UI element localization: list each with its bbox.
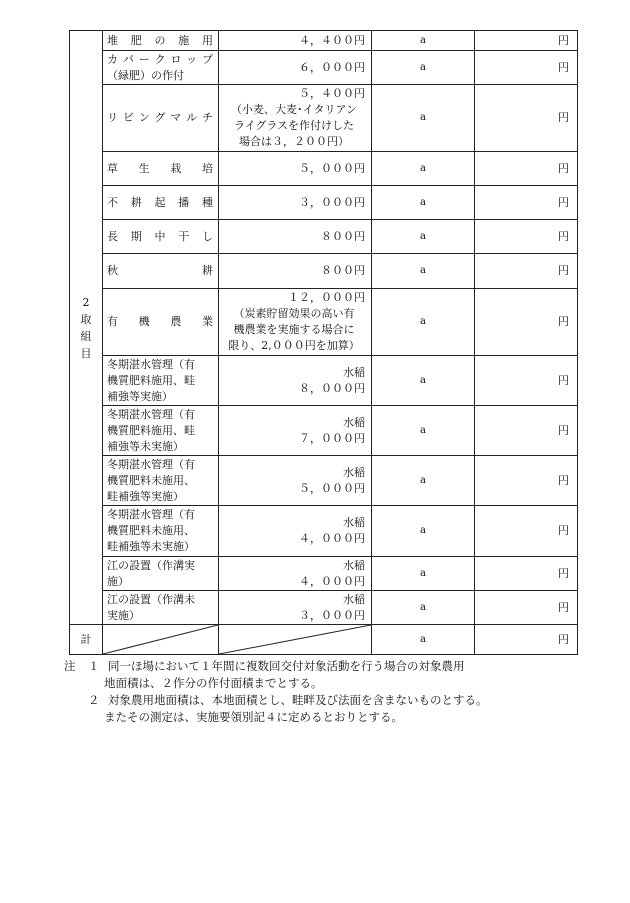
activity-name: [103, 51, 219, 85]
note-text: 同一ほ場において１年間に複数回交付対象活動を行う場合の対象農用: [108, 659, 465, 673]
unit-rate: [219, 51, 372, 85]
activity-name: [103, 506, 219, 557]
activity-name-line: 補強等実施）: [107, 389, 173, 403]
rate-line: 水稲: [343, 592, 365, 606]
unit-rate: [219, 456, 372, 506]
unit-rate: [219, 356, 372, 406]
area-cell: a: [372, 85, 475, 152]
area-cell: a: [372, 289, 475, 356]
area-cell: a: [372, 406, 475, 456]
notes-section: [64, 658, 584, 726]
table-row: [70, 186, 578, 220]
activity-name: [103, 85, 219, 152]
amount-cell: 円: [475, 356, 578, 406]
area-cell: a: [372, 220, 475, 254]
amount-cell: 円: [475, 51, 578, 85]
area-cell: a: [372, 557, 475, 591]
rate-line: 限り、2,０００円を加算）: [228, 339, 360, 352]
rate-line: 場合は３，２００円）: [239, 135, 349, 148]
activity-name: [103, 591, 219, 625]
activity-name-line: 長 期 中 干 し: [107, 229, 214, 243]
note-1: [64, 658, 584, 675]
unit-rate: [219, 289, 372, 356]
activity-name-line: 機質肥料未施用、: [107, 473, 195, 487]
rate-line: ５，０００円: [299, 481, 365, 495]
rate-line: 水稲: [343, 415, 365, 429]
amount-cell: 円: [475, 591, 578, 625]
total-amount: 円: [475, 625, 578, 655]
activity-name: [103, 356, 219, 406]
activity-name-line: 堆 肥 の 施 用: [107, 33, 214, 47]
rate-line: ８，０００円: [299, 381, 365, 395]
rate-line: （炭素貯留効果の高い有: [233, 307, 355, 320]
amount-cell: 円: [475, 557, 578, 591]
unit-rate: [219, 506, 372, 557]
table-row: [70, 456, 578, 506]
area-cell: a: [372, 456, 475, 506]
amount-cell: 円: [475, 406, 578, 456]
rate-line: 機農業を実施する場合に: [233, 323, 355, 336]
activity-name-line: 不 耕 起 播 種: [107, 195, 214, 209]
activity-name-line: カバークロップ: [107, 52, 214, 66]
note-number: １: [88, 659, 100, 673]
total-rate-blank: [219, 625, 372, 655]
subsidy-rate-table: [69, 30, 578, 655]
rate-line: ８００円: [321, 264, 365, 277]
category-number: 2: [82, 295, 90, 309]
rate-line: ３，０００円: [299, 195, 365, 209]
total-name-blank: [103, 625, 219, 655]
total-area: a: [372, 625, 475, 655]
note-text: またその測定は、実施要領別記４に定めるとおりとする。: [104, 710, 403, 724]
rate-line: ５，４００円: [299, 87, 365, 100]
activity-name: [103, 220, 219, 254]
table-row: [70, 220, 578, 254]
note-lead: 注: [64, 659, 76, 673]
activity-name-line: 冬期湛水管理（有: [107, 508, 195, 521]
activity-name: [103, 254, 219, 289]
table-row: [70, 289, 578, 356]
activity-name-line: 有 機 農 業: [107, 315, 214, 328]
rate-line: （小麦、大麦･イタリアン: [230, 103, 358, 116]
unit-rate: [219, 31, 372, 51]
rate-line: ライグラスを作付けした: [233, 119, 355, 132]
note-text: 地面積は、２作分の作付面積までとする。: [104, 676, 323, 690]
activity-name-line: 畦補強等実施）: [107, 489, 184, 503]
activity-name-line: リビングマルチ: [107, 111, 214, 124]
activity-name-line: （緑肥）の作付: [107, 68, 184, 82]
table-row: [70, 31, 578, 51]
activity-name-line: 機質肥料施用、畦: [107, 423, 195, 437]
table-row: [70, 557, 578, 591]
rate-line: 水稲: [343, 365, 365, 379]
area-cell: a: [372, 506, 475, 557]
unit-rate: [219, 254, 372, 289]
category-char: 取: [80, 312, 92, 326]
area-cell: a: [372, 51, 475, 85]
activity-name-line: 秋 耕: [107, 264, 214, 277]
rate-line: 水稲: [343, 516, 365, 529]
rate-line: １２，０００円: [288, 291, 365, 304]
rate-line: 水稲: [343, 465, 365, 479]
activity-name: [103, 557, 219, 591]
total-row: [70, 625, 578, 655]
activity-name-line: 機質肥料施用、畦: [107, 373, 195, 387]
activity-name: [103, 456, 219, 506]
activity-name-line: 施）: [107, 574, 129, 588]
rate-line: ３，０００円: [299, 608, 365, 622]
activity-name-line: 畦補強等未実施）: [107, 540, 195, 553]
amount-cell: 円: [475, 186, 578, 220]
activity-name-line: 冬期湛水管理（有: [107, 407, 195, 421]
activity-name: [103, 186, 219, 220]
table-row: [70, 406, 578, 456]
table-row: [70, 152, 578, 186]
note-text: 対象農用地面積は、本地面積とし、畦畔及び法面を含まないものとする。: [108, 693, 488, 707]
area-cell: a: [372, 356, 475, 406]
rate-line: ４，４００円: [299, 33, 365, 47]
table-row: [70, 254, 578, 289]
amount-cell: 円: [475, 220, 578, 254]
unit-rate: [219, 220, 372, 254]
rate-line: ７，０００円: [299, 431, 365, 445]
amount-cell: 円: [475, 31, 578, 51]
amount-cell: 円: [475, 506, 578, 557]
unit-rate: [219, 406, 372, 456]
area-cell: a: [372, 186, 475, 220]
category-char: 目: [80, 346, 92, 360]
area-cell: a: [372, 152, 475, 186]
unit-rate: [219, 591, 372, 625]
category-char: 組: [80, 329, 92, 343]
table-row: [70, 85, 578, 152]
activity-name-line: 草 生 栽 培: [107, 161, 214, 175]
activity-name-line: 冬期湛水管理（有: [107, 457, 195, 471]
rate-line: 水稲: [343, 558, 365, 572]
rate-line: ６，０００円: [299, 60, 365, 74]
table-row: [70, 356, 578, 406]
area-cell: a: [372, 31, 475, 51]
activity-name-line: 補強等未実施）: [107, 439, 184, 453]
table-row: [70, 506, 578, 557]
activity-name: [103, 31, 219, 51]
activity-name: [103, 406, 219, 456]
unit-rate: [219, 186, 372, 220]
unit-rate: [219, 152, 372, 186]
total-label: 計: [70, 625, 103, 655]
activity-name: [103, 289, 219, 356]
activity-name-line: 機質肥料未施用、: [107, 524, 195, 537]
table-row: [70, 51, 578, 85]
activity-name-line: 江の設置（作溝未: [107, 592, 195, 606]
note-2: [64, 692, 584, 709]
diagonal-slash: [103, 625, 218, 654]
activity-name-line: 江の設置（作溝実: [107, 558, 195, 572]
rate-line: ８００円: [321, 229, 365, 243]
rate-line: ４，０００円: [299, 532, 365, 545]
amount-cell: 円: [475, 152, 578, 186]
amount-cell: 円: [475, 254, 578, 289]
amount-cell: 円: [475, 456, 578, 506]
diagonal-slash: [219, 625, 371, 654]
activity-name-line: 冬期湛水管理（有: [107, 357, 195, 371]
amount-cell: 円: [475, 85, 578, 152]
activity-name-line: 実施）: [107, 608, 140, 622]
area-cell: a: [372, 254, 475, 289]
table-row: [70, 591, 578, 625]
rate-line: ５，０００円: [299, 161, 365, 175]
unit-rate: [219, 85, 372, 152]
unit-rate: [219, 557, 372, 591]
amount-cell: 円: [475, 289, 578, 356]
activity-name: [103, 152, 219, 186]
note-number: ２: [88, 693, 100, 707]
area-cell: a: [372, 591, 475, 625]
rate-line: ４，０００円: [299, 574, 365, 588]
category-cell: [70, 31, 103, 625]
